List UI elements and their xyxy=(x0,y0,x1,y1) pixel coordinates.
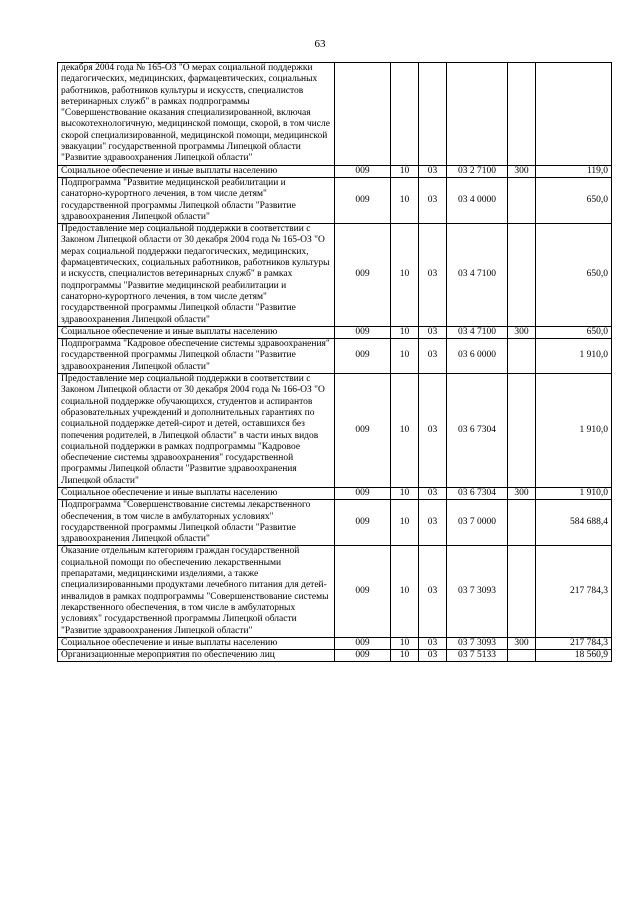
expense-type-cell: 300 xyxy=(508,487,536,499)
target-article-cell: 03 7 0000 xyxy=(447,500,508,546)
amount-cell: 1 910,0 xyxy=(536,339,612,374)
ministry-code-cell: 009 xyxy=(335,637,391,649)
target-article-cell: 03 6 7304 xyxy=(447,487,508,499)
section-code-cell: 10 xyxy=(391,637,419,649)
ministry-code-cell: 009 xyxy=(335,500,391,546)
subsection-code-cell: 03 xyxy=(419,374,447,488)
expense-type-cell xyxy=(508,546,536,637)
subsection-code-cell xyxy=(419,63,447,166)
table-row xyxy=(58,224,612,327)
expense-type-cell xyxy=(508,63,536,166)
section-code-cell: 10 xyxy=(391,339,419,374)
target-article-cell: 03 4 7100 xyxy=(447,326,508,338)
ministry-code-cell: 009 xyxy=(335,224,391,327)
amount-cell: 584 688,4 xyxy=(536,500,612,546)
name-cell: Организационные мероприятия по обеспечению лиц xyxy=(58,650,335,662)
section-code-cell: 10 xyxy=(391,326,419,338)
table-row xyxy=(58,500,612,546)
name-cell: декабря 2004 года № 165-ОЗ "О мерах социальной поддержки педагогических, медицинских, фармацевтических, социальных работников, работников культуры и искусств, специалистов ветеринарных служб" в рамках подпрограммы "Совершенствование оказания специализированной, включая высокотехнологичную, медицинской помощи, скорой, в том числе скорой специализированной, медицинской помощи, медицинской эвакуации" государственной программы Липецкой области "Развитие здравоохранения Липецкой области" xyxy=(58,63,335,166)
table-row xyxy=(58,546,612,637)
table-row xyxy=(58,650,612,662)
subsection-code-cell: 03 xyxy=(419,500,447,546)
expense-type-cell xyxy=(508,177,536,223)
amount-cell: 217 784,3 xyxy=(536,637,612,649)
table-row xyxy=(58,63,612,166)
expense-type-cell xyxy=(508,339,536,374)
section-code-cell: 10 xyxy=(391,500,419,546)
ministry-code-cell: 009 xyxy=(335,374,391,488)
amount-cell: 1 910,0 xyxy=(536,374,612,488)
expense-type-cell: 300 xyxy=(508,637,536,649)
ministry-code-cell: 009 xyxy=(335,326,391,338)
name-cell: Подпрограмма "Развитие медицинской реабилитации и санаторно-курортного лечения, в том числе детям" государственной программы Липецкой области "Развитие здравоохранения Липецкой области" xyxy=(58,177,335,223)
expense-type-cell xyxy=(508,500,536,546)
target-article-cell xyxy=(447,63,508,166)
subsection-code-cell: 03 xyxy=(419,326,447,338)
amount-cell: 650,0 xyxy=(536,177,612,223)
amount-cell: 217 784,3 xyxy=(536,546,612,637)
section-code-cell: 10 xyxy=(391,165,419,177)
amount-cell: 18 560,9 xyxy=(536,650,612,662)
table-row xyxy=(58,177,612,223)
target-article-cell: 03 7 5133 xyxy=(447,650,508,662)
subsection-code-cell: 03 xyxy=(419,650,447,662)
amount-cell xyxy=(536,63,612,166)
subsection-code-cell: 03 xyxy=(419,165,447,177)
section-code-cell: 10 xyxy=(391,177,419,223)
subsection-code-cell: 03 xyxy=(419,177,447,223)
name-cell: Предоставление мер социальной поддержки в соответствии с Законом Липецкой области от 30 декабря 2004 года № 165-ОЗ "О мерах социальной поддержки педагогических, медицинских, фармацевтических, социальных работников, работников культуры и искусств, специалистов ветеринарных служб" в рамках подпрограммы "Развитие медицинской реабилитации и санаторно-курортного лечения, в том числе детям" государственной программы Липецкой области "Развитие здравоохранения Липецкой области" xyxy=(58,224,335,327)
table-body xyxy=(58,63,612,662)
table-row xyxy=(58,326,612,338)
ministry-code-cell: 009 xyxy=(335,339,391,374)
name-cell: Социальное обеспечение и иные выплаты населению xyxy=(58,326,335,338)
amount-cell: 1 910,0 xyxy=(536,487,612,499)
subsection-code-cell: 03 xyxy=(419,637,447,649)
target-article-cell: 03 4 7100 xyxy=(447,224,508,327)
page-number: 63 xyxy=(314,38,326,50)
target-article-cell: 03 4 0000 xyxy=(447,177,508,223)
subsection-code-cell: 03 xyxy=(419,487,447,499)
name-cell: Подпрограмма "Кадровое обеспечение системы здравоохранения" государственной программы Липецкой области "Развитие здравоохранения Липецкой области" xyxy=(58,339,335,374)
expense-type-cell xyxy=(508,374,536,488)
section-code-cell: 10 xyxy=(391,224,419,327)
target-article-cell: 03 6 0000 xyxy=(447,339,508,374)
name-cell: Подпрограмма "Совершенствование системы лекарственного обеспечения, в том числе в амбулаторных условиях" государственной программы Липецкой области "Развитие здравоохранения Липецкой области" xyxy=(58,500,335,546)
ministry-code-cell: 009 xyxy=(335,487,391,499)
section-code-cell: 10 xyxy=(391,374,419,488)
target-article-cell: 03 2 7100 xyxy=(447,165,508,177)
target-article-cell: 03 7 3093 xyxy=(447,546,508,637)
name-cell: Социальное обеспечение и иные выплаты населению xyxy=(58,165,335,177)
table-row xyxy=(58,487,612,499)
ministry-code-cell: 009 xyxy=(335,650,391,662)
name-cell: Предоставление мер социальной поддержки в соответствии с Законом Липецкой области от 30 декабря 2004 года № 166-ОЗ "О социальной поддержке обучающихся, студентов и аспирантов образовательных учреждений и дополнительных гарантиях по социальной поддержке детей-сирот и детей, оставшихся без попечения родителей, в Липецкой области" в части иных видов социальной поддержки в рамках подпрограммы "Кадровое обеспечение системы здравоохранения" государственной программы Липецкой области "Развитие здравоохранения Липецкой области" xyxy=(58,374,335,488)
section-code-cell: 10 xyxy=(391,650,419,662)
target-article-cell: 03 7 3093 xyxy=(447,637,508,649)
amount-cell: 650,0 xyxy=(536,224,612,327)
amount-cell: 119,0 xyxy=(536,165,612,177)
budget-table xyxy=(57,62,612,662)
table-row xyxy=(58,374,612,488)
table-row xyxy=(58,637,612,649)
section-code-cell xyxy=(391,63,419,166)
amount-cell: 650,0 xyxy=(536,326,612,338)
subsection-code-cell: 03 xyxy=(419,546,447,637)
ministry-code-cell: 009 xyxy=(335,177,391,223)
expense-type-cell xyxy=(508,224,536,327)
name-cell: Социальное обеспечение и иные выплаты населению xyxy=(58,637,335,649)
target-article-cell: 03 6 7304 xyxy=(447,374,508,488)
table-row xyxy=(58,165,612,177)
section-code-cell: 10 xyxy=(391,546,419,637)
subsection-code-cell: 03 xyxy=(419,224,447,327)
name-cell: Оказание отдельным категориям граждан государственной социальной помощи по обеспечению лекарственными препаратами, медицинскими изделиями, а также специализированными продуктами лечебного питания для детей-инвалидов в рамках подпрограммы "Совершенствование системы лекарственного обеспечения, в том числе в амбулаторных условиях" государственной программы Липецкой области "Развитие здравоохранения Липецкой области" xyxy=(58,546,335,637)
expense-type-cell: 300 xyxy=(508,165,536,177)
ministry-code-cell: 009 xyxy=(335,546,391,637)
name-cell: Социальное обеспечение и иные выплаты населению xyxy=(58,487,335,499)
subsection-code-cell: 03 xyxy=(419,339,447,374)
ministry-code-cell xyxy=(335,63,391,166)
expense-type-cell: 300 xyxy=(508,326,536,338)
section-code-cell: 10 xyxy=(391,487,419,499)
table-row xyxy=(58,339,612,374)
ministry-code-cell: 009 xyxy=(335,165,391,177)
expense-type-cell xyxy=(508,650,536,662)
